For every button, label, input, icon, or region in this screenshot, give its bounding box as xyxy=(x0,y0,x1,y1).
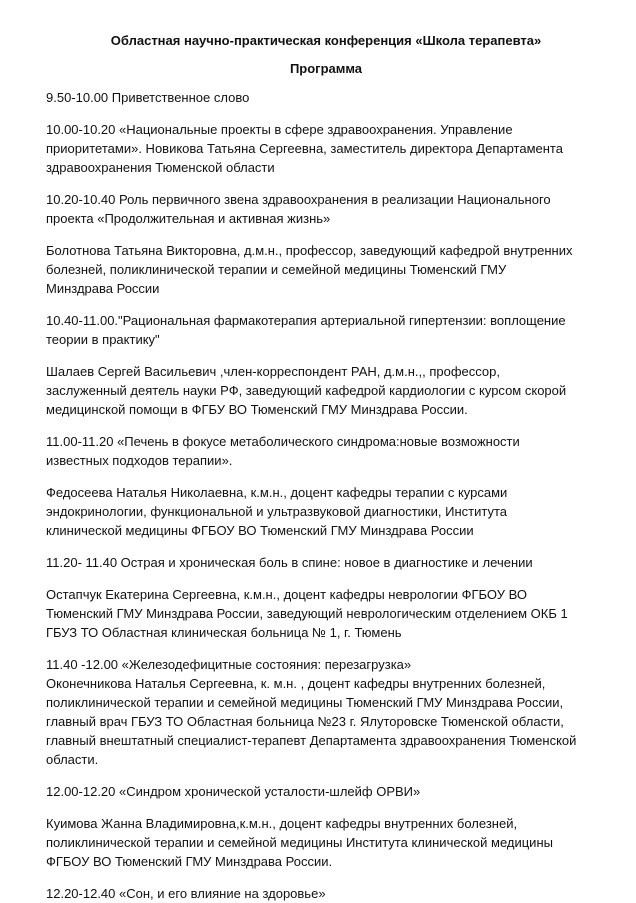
program-item-line: Оконечникова Наталья Сергеевна, к. м.н. , доцент кафедры внутренних болезней, xyxy=(46,676,546,691)
program-item-line: 10.00-10.20 «Национальные проекты в сфере здравоохранения. Управление xyxy=(46,122,513,137)
program-item-line: ГБУЗ ТО Областная клиническая больница № 1, г. Тюмень xyxy=(46,625,402,640)
program-item-line: ФГБОУ ВО Тюменский ГМУ Минздрава России. xyxy=(46,854,333,869)
program-item xyxy=(46,814,606,871)
program-item-line: Болотнова Татьяна Викторовна, д.м.н., профессор, заведующий кафедрой внутренних xyxy=(46,243,573,258)
program-item xyxy=(46,241,606,298)
program-item-line: болезней, поликлинической терапии и семейной медицины Тюменский ГМУ xyxy=(46,262,507,277)
program-item-line: главный врач ГБУЗ ТО Областная больница №23 г. Ялуторовске Тюменской области, xyxy=(46,714,564,729)
program-item xyxy=(46,311,606,349)
program-item-line: Остапчук Екатерина Сергеевна, к.м.н., доцент кафедры неврологии ФГБОУ ВО xyxy=(46,587,527,602)
program-item-line: теории в практику" xyxy=(46,332,160,347)
program-item-line: проекта «Продолжительная и активная жизнь» xyxy=(46,211,331,226)
program-item xyxy=(46,655,606,769)
program-item-line: Федосеева Наталья Николаевна, к.м.н., доцент кафедры терапии с курсами xyxy=(46,485,508,500)
program-item-line: Минздрава России xyxy=(46,281,160,296)
program-item xyxy=(46,190,606,228)
program-item-line: известных подходов терапии». xyxy=(46,453,233,468)
program-item xyxy=(46,120,606,177)
program-item xyxy=(46,88,606,107)
program-item-line: клинической медицины ФГБОУ ВО Тюменский ГМУ Минздрава России xyxy=(46,523,474,538)
program-item-line: здравоохранения Тюменской области xyxy=(46,160,275,175)
program-item xyxy=(46,483,606,540)
program-item-line: 11.20- 11.40 Острая и хроническая боль в спине: новое в диагностике и лечении xyxy=(46,555,533,570)
program-item-line: Шалаев Сергей Васильевич ,член-корреспондент РАН, д.м.н.,, профессор, xyxy=(46,364,500,379)
program-item-line: 11.40 -12.00 «Железодефицитные состояния: перезагрузка» xyxy=(46,657,412,672)
program-item-line: эндокринологии, функциональной и ультразвуковой диагностики, Института xyxy=(46,504,507,519)
program-item-line: Куимова Жанна Владимировна,к.м.н., доцент кафедры внутренних болезней, xyxy=(46,816,518,831)
program-item-line: 12.20-12.40 «Сон, и его влияние на здоровье» xyxy=(46,886,326,901)
program-item xyxy=(46,782,606,801)
program-item-line: 12.00-12.20 «Синдром хронической усталости-шлейф ОРВИ» xyxy=(46,784,421,799)
program-item xyxy=(46,884,606,903)
program-item xyxy=(46,553,606,572)
program-item-line: 11.00-11.20 «Печень в фокусе метаболического синдрома:новые возможности xyxy=(46,434,520,449)
program-item-line: заслуженный деятель науки РФ, заведующий кафедрой кардиологии с курсом скорой xyxy=(46,383,567,398)
program-item-line: поликлинической терапии и семейной медицины Тюменский ГМУ Минздрава России, xyxy=(46,695,564,710)
program-item-line: 10.20-10.40 Роль первичного звена здравоохранения в реализации Национального xyxy=(46,192,551,207)
program-item xyxy=(46,585,606,642)
program-item-line: медицинской помощи в ФГБУ ВО Тюменский ГМУ Минздрава России. xyxy=(46,402,468,417)
program-item-line: области. xyxy=(46,752,99,767)
program-item-line: 10.40-11.00."Рациональная фармакотерапия артериальной гипертензии: воплощение xyxy=(46,313,566,328)
program-item xyxy=(46,432,606,470)
program-item-line: приоритетами». Новикова Татьяна Сергеевна, заместитель директора Департамента xyxy=(46,141,563,156)
program-list xyxy=(46,88,606,903)
program-item-line: Тюменский ГМУ Минздрава России, заведующий неврологическим отделением ОКБ 1 xyxy=(46,606,568,621)
program-item xyxy=(46,362,606,419)
program-item-line: 9.50-10.00 Приветственное слово xyxy=(46,90,250,105)
document-title: Областная научно-практическая конференция «Школа терапевта» xyxy=(110,33,542,48)
program-item-line: главный внештатный специалист-терапевт Департамента здравоохранения Тюменской xyxy=(46,733,577,748)
program-item-line: поликлинической терапии и семейной медицины Института клинической медицины xyxy=(46,835,553,850)
document-subtitle: Программа xyxy=(289,61,363,76)
